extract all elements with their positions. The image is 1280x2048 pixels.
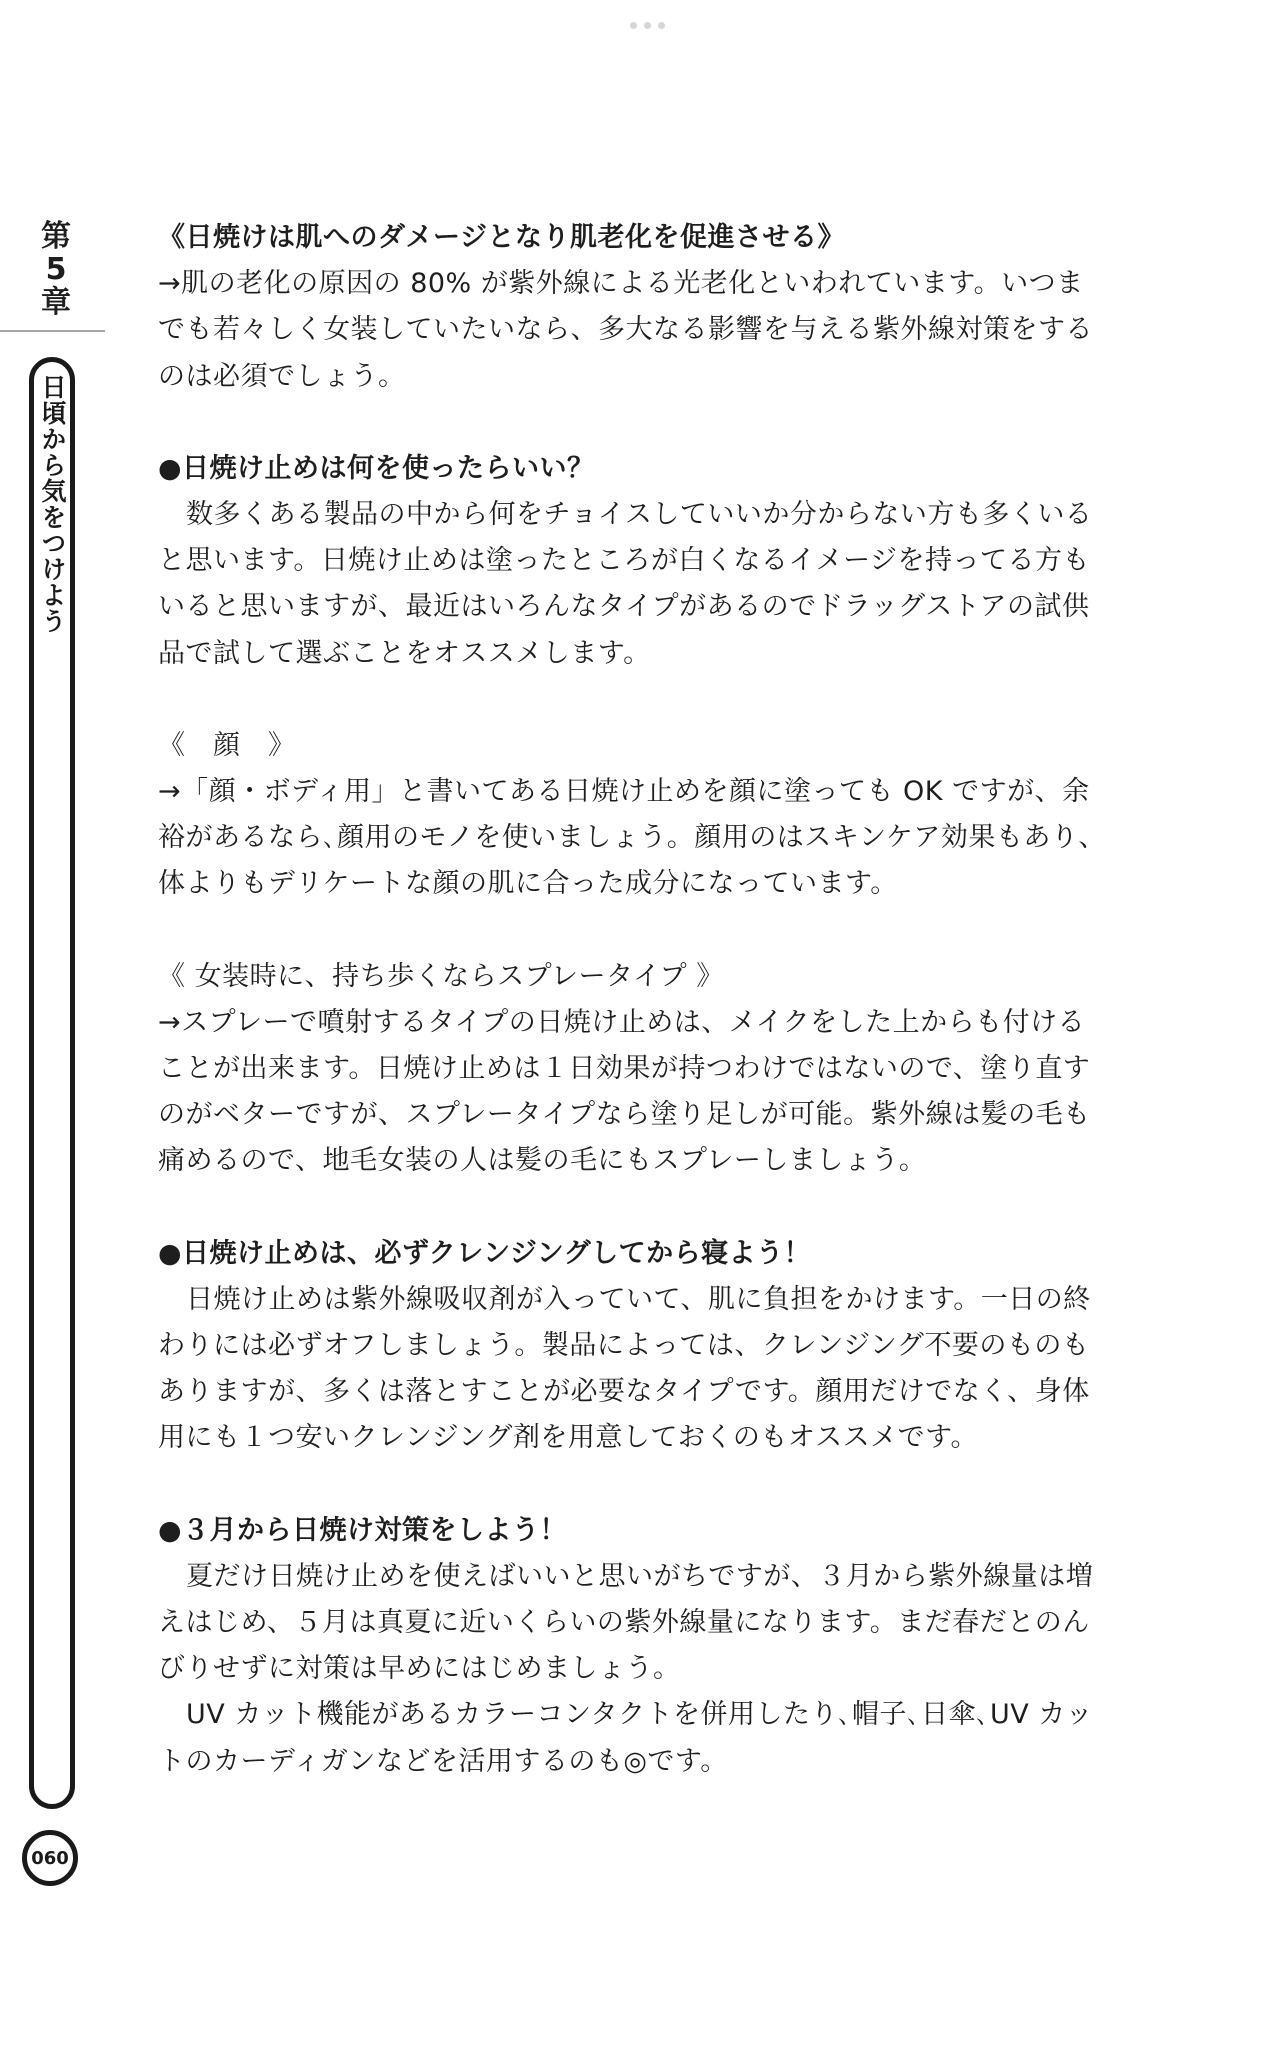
paragraph-gap: [158, 908, 1138, 954]
paragraph-gap: [158, 1462, 1138, 1508]
body-line: 日焼け止めは紫外線吸収剤が入っていて、肌に負担をかけます。一日の終: [186, 1283, 1091, 1315]
body-line: 用にも１つ安いクレンジング剤を用意しておくのもオススメです。: [158, 1422, 979, 1454]
body-line: →「顔・ボディ用」と書いてある日焼け止めを顔に塗っても OK ですが、余: [158, 776, 1090, 808]
chapter-side-title: 日頃から気をつけよう: [38, 374, 67, 634]
body-line: UV カット機能があるカラーコンタクトを併用したり､帽子､日傘､UV カッ: [186, 1699, 1094, 1731]
body-line: ありますが、多くは落とすことが必要なタイプです。顔用だけでなく、身体: [158, 1376, 1090, 1408]
indicator-dot: [630, 22, 637, 29]
paragraph-gap: [158, 677, 1138, 723]
body-line: のは必須でしょう。: [158, 360, 406, 392]
body-line: 夏だけ日焼け止めを使えばいいと思いがちですが、３月から紫外線量は増: [186, 1560, 1094, 1592]
indicator-dot: [644, 22, 651, 29]
body-line: 品で試して選ぶことをオススメします。: [158, 637, 651, 669]
section-heading: ●日焼け止めは何を使ったらいい？: [158, 452, 595, 484]
body-line: 体よりもデリケートな顔の肌に合った成分になっています。: [158, 868, 898, 900]
chapter-divider: [0, 330, 105, 332]
page-number: 060: [22, 1830, 78, 1886]
chapter-marker: [28, 220, 84, 319]
body-line: いると思いますが、最近はいろんなタイプがあるのでドラッグストアの試供: [158, 591, 1090, 623]
body-line: →肌の老化の原因の 80% が紫外線による光老化といわれています。いつま: [158, 268, 1084, 300]
chapter-number: 5: [45, 252, 67, 287]
body-line: 裕があるなら､顔用のモノを使いましょう。顔用のはスキンケア効果もあり、: [158, 822, 1106, 854]
body-line: トのカーディガンなどを活用するのも◎です。: [158, 1745, 728, 1777]
page-body: [158, 215, 1138, 1785]
body-line: ことが出来ます。日焼け止めは１日効果が持つわけではないので、塗り直す: [158, 1053, 1091, 1085]
body-line: でも若々しく女装していたいなら、多大なる影響を与える紫外線対策をする: [158, 314, 1093, 346]
page-indicator-dots: [630, 22, 665, 29]
chapter-label-prefix: 第: [41, 219, 71, 254]
body-line: 痛めるので、地毛女装の人は髪の毛にもスプレーしましょう。: [158, 1145, 927, 1177]
body-line: わりには必ずオフしましょう。製品によっては、クレンジング不要のものも: [158, 1330, 1090, 1362]
indicator-dot: [658, 22, 665, 29]
paragraph-gap: [158, 400, 1138, 446]
section-heading: 《日焼けは肌へのダメージとなり肌老化を促進させる》: [158, 222, 845, 253]
paragraph-gap: [158, 1185, 1138, 1231]
chapter-label-suffix: 章: [41, 285, 71, 320]
section-heading: 《 女装時に、持ち歩くならスプレータイプ 》: [158, 960, 724, 992]
section-heading: 《 顔 》: [158, 729, 296, 761]
body-line: のがベターですが、スプレータイプなら塗り足しが可能。紫外線は髪の毛も: [158, 1099, 1091, 1131]
section-heading: ●日焼け止めは、必ずクレンジングしてから寝よう！: [158, 1237, 812, 1269]
section-heading: ●３月から日焼け対策をしよう！: [158, 1514, 568, 1546]
body-line: 数多くある製品の中から何をチョイスしていいか分からない方も多くいる: [186, 499, 1093, 531]
body-line: と思います。日焼け止めは塗ったところが白くなるイメージを持ってる方も: [158, 545, 1091, 577]
body-line: →スプレーで噴射するタイプの日焼け止めは、メイクをした上からも付ける: [158, 1006, 1086, 1038]
body-line: びりせずに対策は早めにはじめましょう。: [158, 1653, 681, 1685]
body-line: えはじめ、５月は真夏に近いくらいの紫外線量になります。まだ春だとのん: [158, 1607, 1090, 1639]
